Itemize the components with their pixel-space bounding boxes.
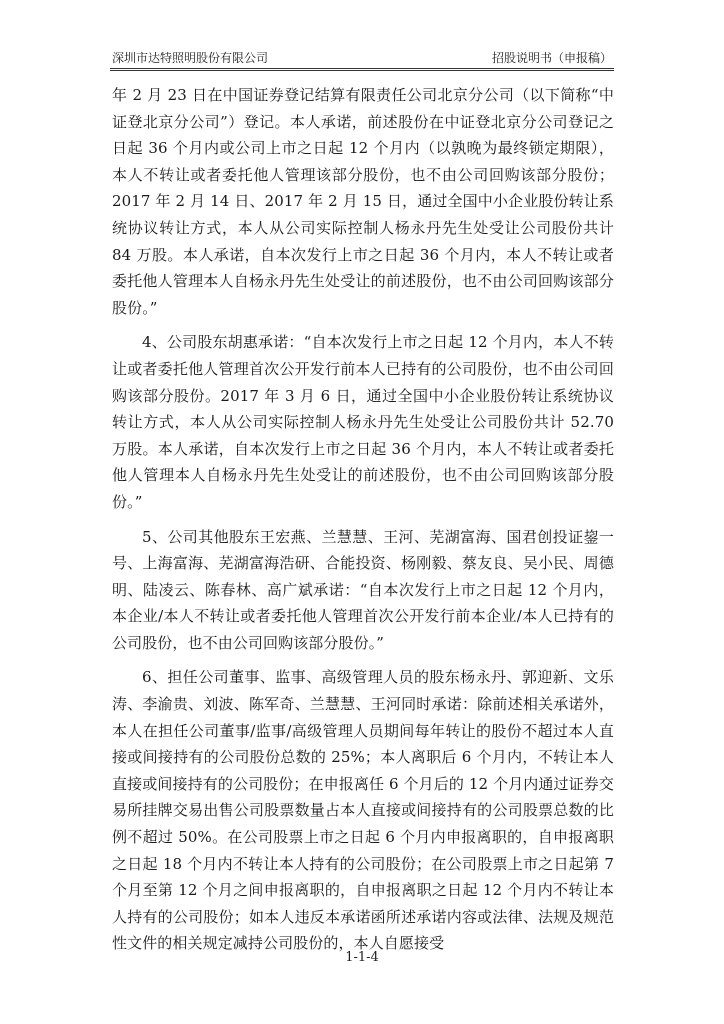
paragraph-continued: 年 2 月 23 日在中国证券登记结算有限责任公司北京分公司（以下简称“中证登北京分公司”）登记。本人承诺，前述股份在中证登北京分公司登记之日起 36 个月内或公司上市之日起 12 个月内（以孰晚为最终锁定期限），本人不转让或者委托他人管理该部分股份，也不由公司回购该部分股份；2017 年 2 月 14 日、2017 年 2 月 15 日，通过全国中小企业股份转让系统协议转让方式，本人从公司实际控制人杨永丹先生处受让公司股份共计 84 万股。本人承诺，自本次发行上市之日起 36 个月内，本人不转让或者委托他人管理本人自杨永丹先生处受让的前述股份，也不由公司回购该部分股份。”: [112, 86, 614, 317]
header-divider: [110, 68, 614, 71]
paragraph-item-6: 6、担任公司董事、监事、高级管理人员的股东杨永丹、郭迎新、文乐涛、李渝贵、刘波、陈军奇、兰慧慧、王河同时承诺：除前述相关承诺外，本人在担任公司董事/监事/高级管理人员期间每年转让的股份不超过本人直接或间接持有的公司股份总数的 25%；本人离职后 6 个月内，不转让本人直接或间接持有的公司股份；在申报离任 6 个月后的 12 个月内通过证券交易所挂牌交易出售公司股票数量占本人直接或间接持有的公司股票总数的比例不超过 50%。在公司股票上市之日起 6 个月内申报离职的，自申报离职之日起 18 个月内不转让本人持有的公司股份；在公司股票上市之日起第 7 个月至第 12 个月之间申报离职的，自申报离职之日起 12 个月内不转让本人持有的公司股份；如本人违反本承诺函所述承诺内容或法律、法规及规范性文件的相关规定减持公司股份的，本人自愿接受: [112, 668, 614, 953]
paragraph-item-4: 4、公司股东胡惠承诺：“自本次发行上市之日起 12 个月内，本人不转让或者委托他人管理首次公开发行前本人已持有的公司股份，也不由公司回购该部分股份。2017 年 3 月 6 日，通过全国中小企业股份转让系统协议转让方式，本人从公司实际控制人杨永丹先生处受让公司股份共计 52.70 万股。本人承诺，自本次发行上市之日起 36 个月内，本人不转让或者委托他人管理本人自杨永丹先生处受让的前述股份，也不由公司回购该部分股份。”: [112, 333, 614, 511]
header-document-type: 招股说明书（申报稿）: [491, 51, 612, 65]
page-number: 1-1-4: [345, 950, 379, 965]
header-company-name: 深圳市达特照明股份有限公司: [112, 51, 269, 65]
paragraph-item-5: 5、公司其他股东王宏燕、兰慧慧、王河、芜湖富海、国君创投证鋆一号、上海富海、芜湖富海浩研、合能投资、杨刚毅、蔡友良、吴小民、周德明、陆凌云、陈春林、高广斌承诺：“自本次发行上市之日起 12 个月内，本企业/本人不转让或者委托他人管理首次公开发行前本企业/本人已持有的公司股份，也不由公司回购该部分股份。”: [112, 527, 614, 652]
document-body: [112, 82, 614, 965]
page-header: [112, 50, 612, 66]
